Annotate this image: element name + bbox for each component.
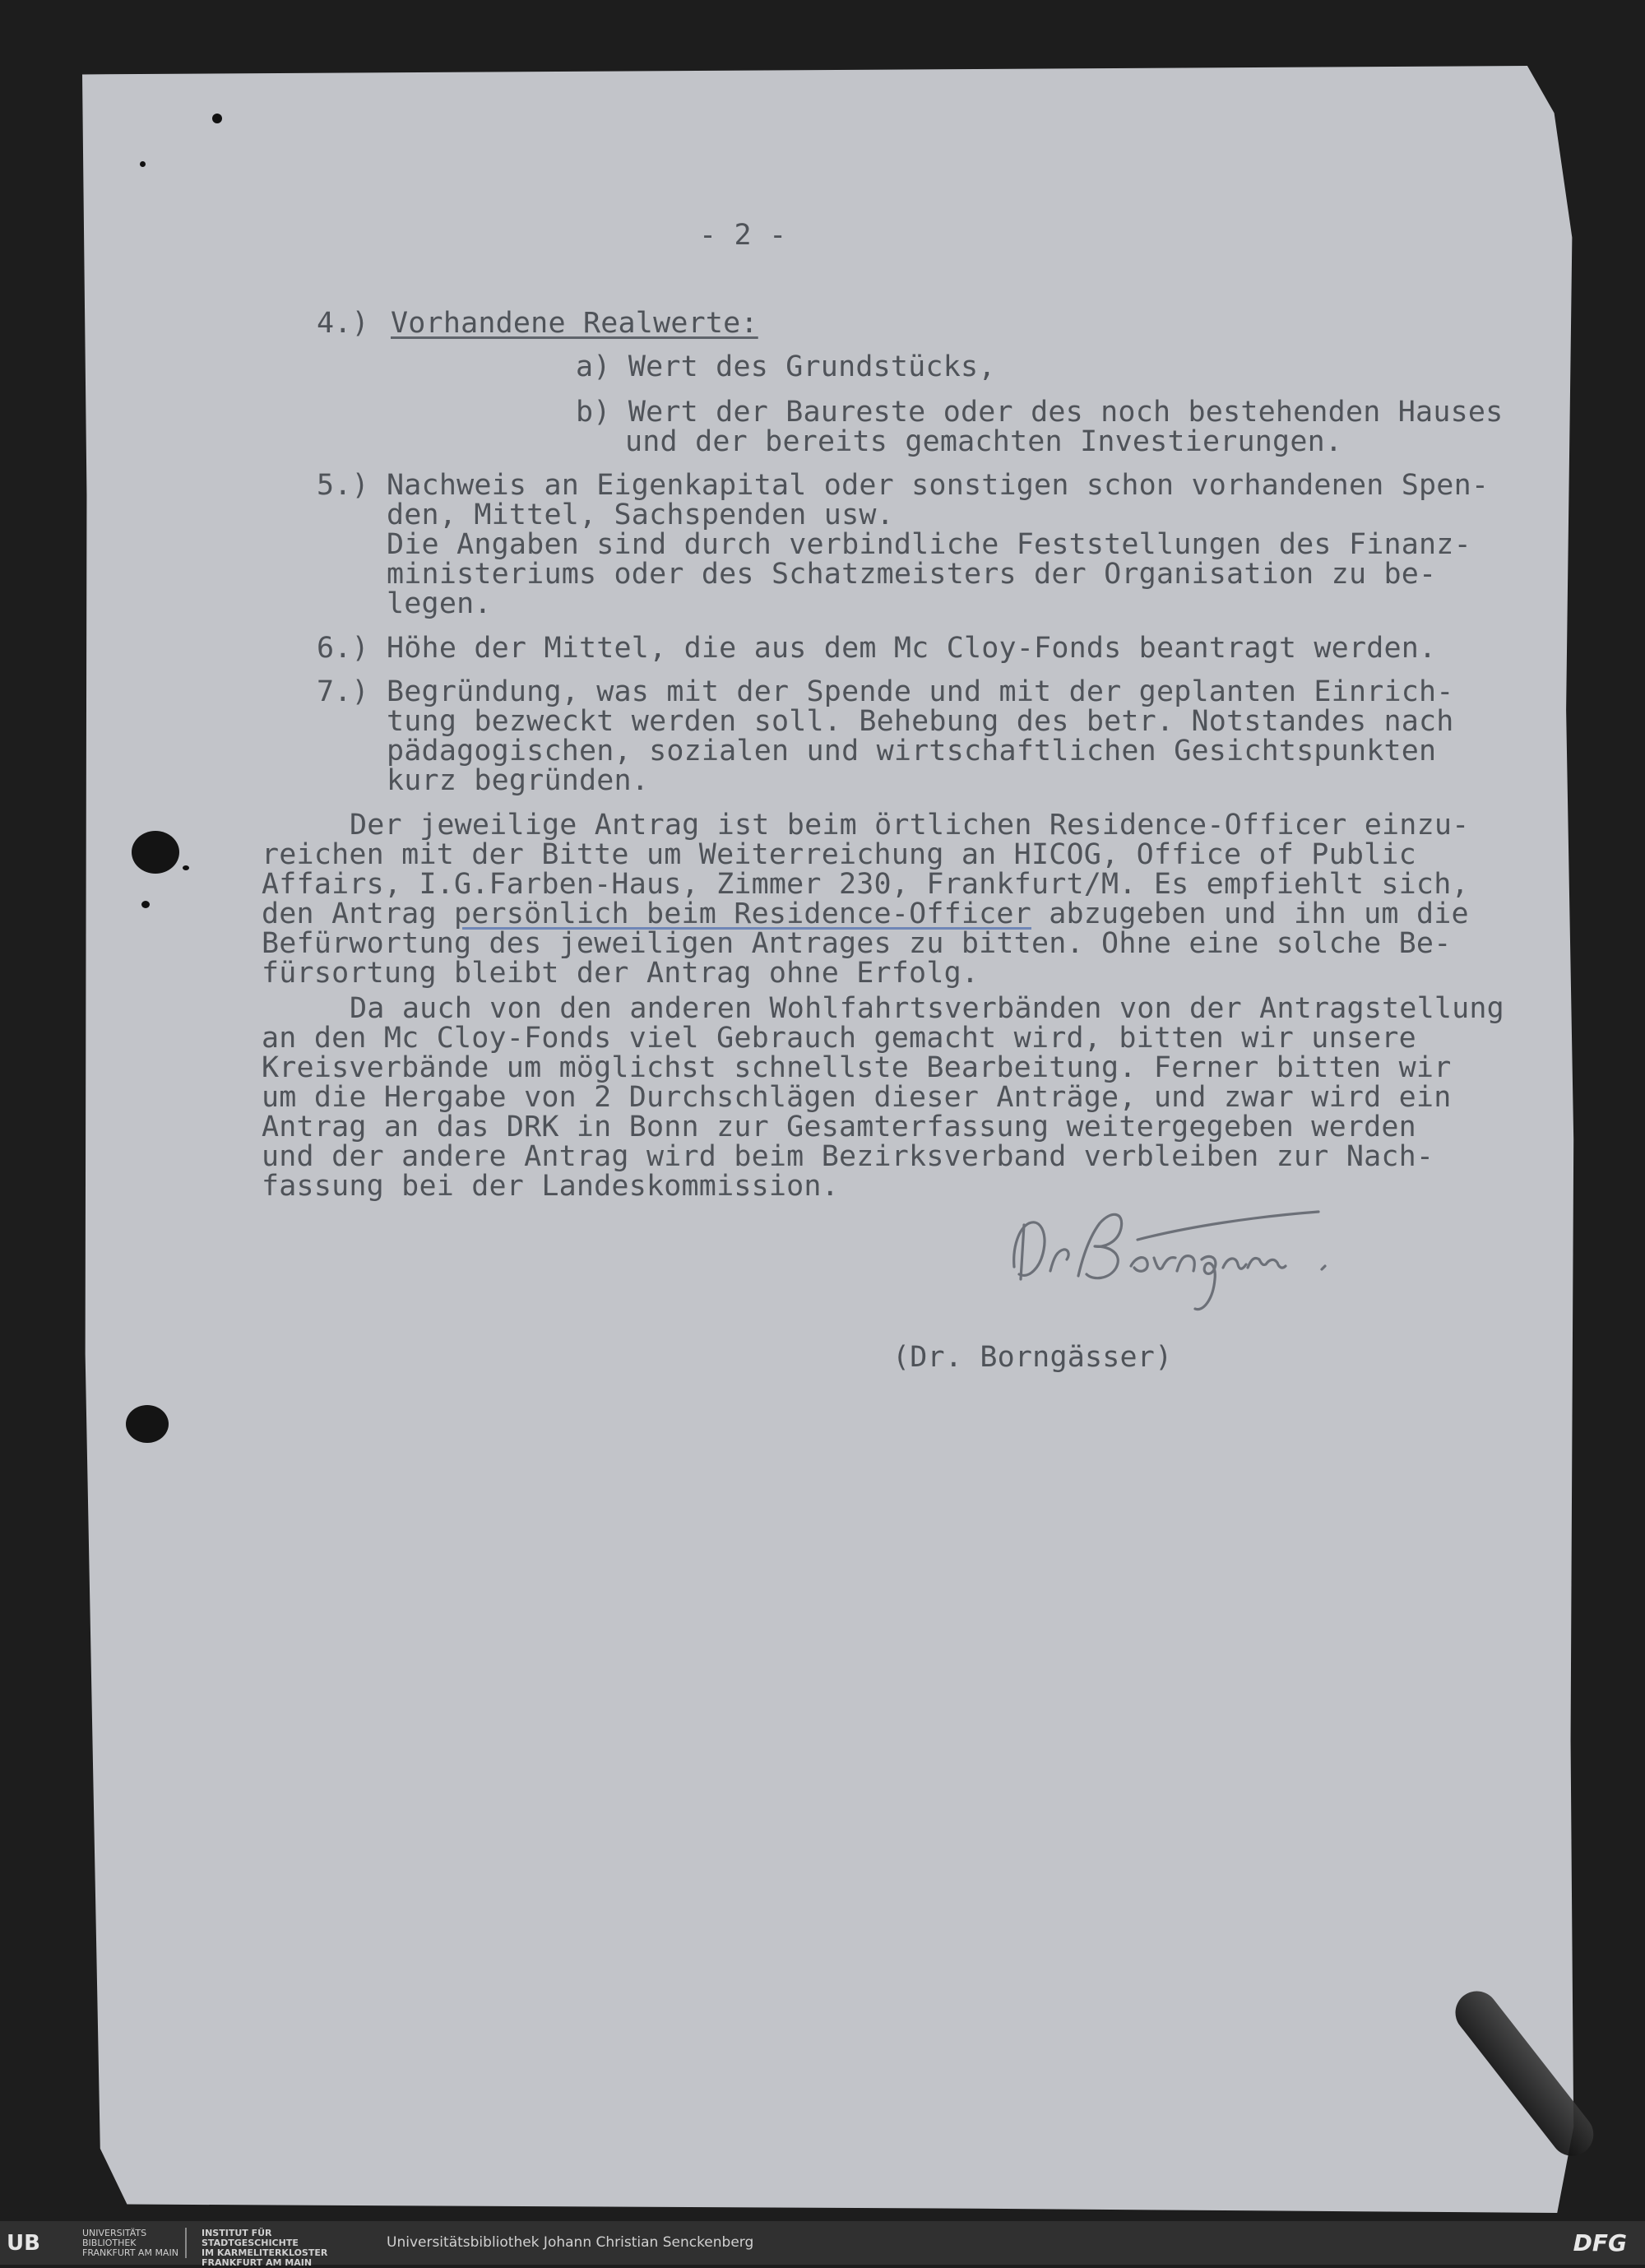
logo-line: FRANKFURT AM MAIN <box>82 2247 178 2258</box>
line-text: den Antrag <box>262 897 454 930</box>
item-5-number: 5.) <box>317 469 369 502</box>
paragraph-1-line <box>262 899 1469 930</box>
ink-speck <box>141 901 150 908</box>
paragraph-2-line: an den Mc Cloy-Fonds viel Gebrauch gemacht wird, bitten wir unsere <box>262 1022 1416 1055</box>
handwritten-signature <box>1008 1189 1353 1329</box>
item-6-number: 6.) <box>317 632 369 665</box>
punch-hole-bottom <box>126 1405 169 1443</box>
footer-divider <box>185 2228 187 2258</box>
item-4-number: 4.) <box>317 307 369 340</box>
paragraph-2-line: Antrag an das DRK in Bonn zur Gesamterfassung weitergegeben werden <box>262 1111 1416 1143</box>
ink-speck <box>183 865 189 870</box>
ink-speck <box>212 114 222 123</box>
paragraph-2-line: fassung bei der Landeskommission. <box>262 1170 839 1203</box>
paragraph-2-line: Kreisverbände um möglichst schnellste Bearbeitung. Ferner bitten wir <box>262 1051 1452 1084</box>
item-4a: a) Wert des Grundstücks, <box>576 350 996 383</box>
logo-line: BIBLIOTHEK <box>82 2238 137 2248</box>
item-5-line: ministeriums oder des Schatzmeisters der Organisation zu be- <box>387 558 1437 591</box>
item-7-line: Begründung, was mit der Spende und mit der geplanten Einrich- <box>387 675 1454 708</box>
logo-line: INSTITUT FÜR <box>202 2228 272 2238</box>
item-7-number: 7.) <box>317 675 369 708</box>
ink-speck <box>140 161 146 167</box>
item-4b-line: b) Wert der Baureste oder des noch bestehenden Hauses <box>576 396 1504 429</box>
item-4-heading: Vorhandene Realwerte: <box>391 307 758 340</box>
paragraph-1-line: Befürwortung des jeweiligen Antrages zu bitten. Ohne eine solche Be- <box>262 927 1452 960</box>
ub-logo-subtitle <box>82 2229 178 2258</box>
signature-name: (Dr. Borngässer) <box>892 1341 1173 1374</box>
underlined-phrase: persönlich beim Residence-Officer <box>454 897 1031 930</box>
item-5-line: Die Angaben sind durch verbindliche Feststellungen des Finanz- <box>387 528 1471 561</box>
item-5-line: den, Mittel, Sachspenden usw. <box>387 499 894 531</box>
item-5-line: Nachweis an Eigenkapital oder sonstigen schon vorhandenen Spen- <box>387 469 1490 502</box>
institute-logo <box>202 2229 327 2268</box>
logo-line: FRANKFURT AM MAIN <box>202 2257 313 2268</box>
logo-line: UNIVERSITÄTS <box>82 2228 147 2238</box>
item-7-line: tung bezweckt werden soll. Behebung des betr. Notstandes nach <box>387 705 1454 738</box>
logo-line: IM KARMELITERKLOSTER <box>202 2247 328 2258</box>
dfg-logo: DFG <box>1573 2229 1627 2256</box>
line-text: abzugeben und ihn um die <box>1031 897 1469 930</box>
page-number: - 2 - <box>699 219 787 252</box>
logo-line: STADTGESCHICHTE <box>202 2238 299 2248</box>
item-7-line: kurz begründen. <box>387 764 650 797</box>
item-4b-line: und der bereits gemachten Investierungen. <box>625 425 1343 458</box>
paragraph-1-line: fürsortung bleibt der Antrag ohne Erfolg. <box>262 957 980 990</box>
paragraph-1-line: Affairs, I.G.Farben-Haus, Zimmer 230, Frankfurt/M. Es empfiehlt sich, <box>262 868 1469 901</box>
ub-logo: UB <box>7 2231 40 2256</box>
library-name: Universitätsbibliothek Johann Christian Senckenberg <box>387 2234 754 2251</box>
item-5-line: legen. <box>387 587 492 620</box>
paragraph-2-line: um die Hergabe von 2 Durchschlägen dieser Anträge, und zwar wird ein <box>262 1081 1452 1114</box>
paragraph-1-line: Der jeweilige Antrag ist beim örtlichen Residence-Officer einzu- <box>350 809 1470 842</box>
paragraph-2-line: und der andere Antrag wird beim Bezirksverband verbleiben zur Nach- <box>262 1140 1434 1173</box>
paragraph-2-line: Da auch von den anderen Wohlfahrtsverbänden von der Antragstellung <box>350 992 1504 1025</box>
paragraph-1-line: reichen mit der Bitte um Weiterreichung an HICOG, Office of Public <box>262 838 1416 871</box>
item-7-line: pädagogischen, sozialen und wirtschaftlichen Gesichtspunkten <box>387 735 1437 768</box>
viewer-footer <box>0 2221 1645 2268</box>
item-6-text: Höhe der Mittel, die aus dem Mc Cloy-Fonds beantragt werden. <box>387 632 1437 665</box>
punch-hole-top <box>132 831 179 874</box>
